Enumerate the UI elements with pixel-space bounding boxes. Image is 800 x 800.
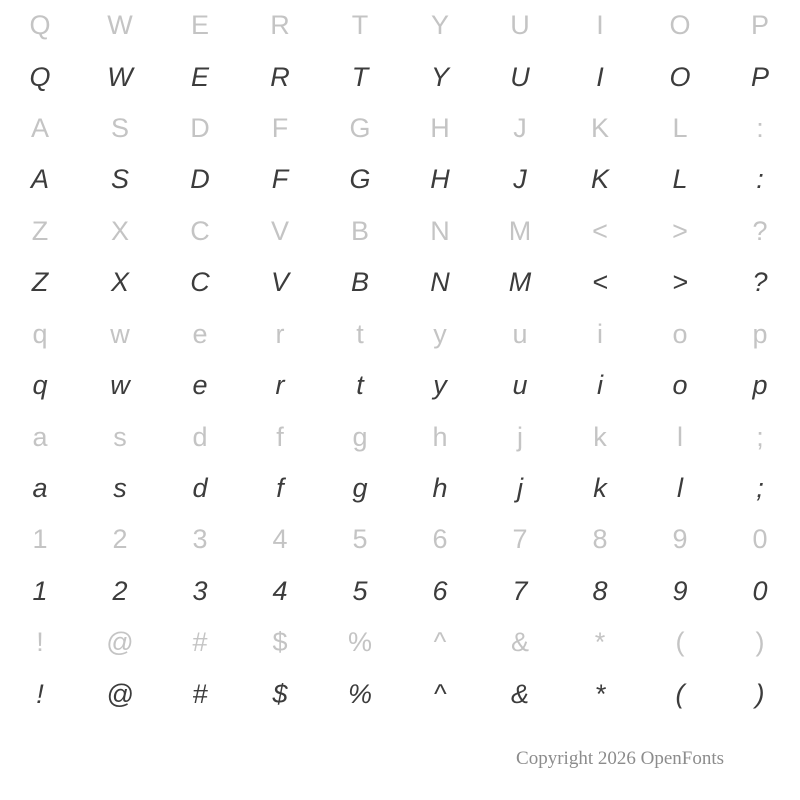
glyph-cell: d	[192, 473, 208, 503]
glyph-cell: A	[30, 164, 49, 195]
glyph-cell: U	[510, 10, 530, 41]
glyph-cell: ?	[752, 215, 768, 246]
glyph-cell: ;	[756, 421, 764, 452]
glyph-cell: J	[513, 164, 527, 195]
glyph-cell: R	[270, 10, 290, 41]
glyph-cell: r	[275, 318, 285, 349]
glyph-cell: T	[351, 61, 369, 92]
glyph-cell: W	[107, 61, 133, 92]
glyph-cell: #	[192, 627, 208, 658]
glyph-cell: <	[592, 267, 608, 298]
glyph-cell: k	[593, 473, 607, 503]
glyph-cell: B	[350, 267, 369, 298]
glyph-cell: H	[430, 113, 450, 144]
glyph-cell: e	[192, 318, 208, 349]
glyph-cell: 1	[32, 524, 48, 555]
glyph-cell: r	[275, 370, 285, 401]
glyph-row	[0, 309, 800, 360]
glyph-cell: X	[110, 267, 129, 298]
glyph-cell: *	[594, 678, 606, 709]
glyph-cell: ;	[756, 473, 764, 503]
copyright-notice: Copyright 2026 OpenFonts	[516, 748, 724, 769]
glyph-cell: q	[32, 318, 48, 349]
glyph-cell: V	[270, 267, 289, 298]
glyph-row	[0, 257, 800, 308]
glyph-row	[0, 514, 800, 565]
glyph-cell: 3	[192, 575, 208, 606]
glyph-cell: K	[590, 113, 609, 144]
glyph-cell: W	[107, 10, 133, 41]
glyph-cell: u	[512, 370, 528, 401]
glyph-cell: S	[110, 113, 129, 144]
glyph-cell: a	[32, 421, 48, 452]
glyph-cell: 6	[432, 575, 448, 606]
glyph-cell: @	[106, 627, 134, 658]
glyph-cell: f	[276, 473, 284, 503]
glyph-cell: l	[677, 421, 683, 452]
glyph-cell: 2	[112, 524, 128, 555]
glyph-cell: V	[270, 215, 289, 246]
glyph-cell: 5	[352, 575, 368, 606]
glyph-cell: &	[510, 627, 529, 658]
glyph-cell: p	[752, 370, 768, 401]
glyph-cell: J	[513, 113, 527, 144]
glyph-cell: 8	[592, 524, 608, 555]
glyph-cell: 4	[272, 524, 288, 555]
glyph-cell: X	[110, 215, 129, 246]
glyph-cell: ?	[752, 267, 768, 298]
glyph-cell: (	[675, 627, 685, 658]
glyph-cell: $	[272, 678, 288, 709]
glyph-cell: G	[349, 113, 371, 144]
glyph-cell: h	[432, 421, 448, 452]
glyph-cell: u	[512, 318, 528, 349]
glyph-cell: s	[113, 421, 127, 452]
glyph-cell: H	[430, 164, 450, 195]
glyph-cell: f	[276, 421, 284, 452]
glyph-cell: s	[113, 473, 127, 503]
glyph-cell: 8	[592, 575, 608, 606]
glyph-cell: !	[36, 678, 44, 709]
glyph-cell: %	[347, 678, 372, 709]
glyph-row	[0, 206, 800, 257]
glyph-cell: 1	[32, 575, 48, 606]
glyph-cell: 7	[512, 575, 528, 606]
glyph-row	[0, 617, 800, 668]
glyph-row	[0, 0, 800, 51]
glyph-cell: j	[517, 421, 523, 452]
glyph-row	[0, 154, 800, 205]
glyph-cell: h	[432, 473, 448, 503]
glyph-cell: >	[672, 215, 688, 246]
glyph-cell: G	[349, 164, 371, 195]
glyph-cell: Y	[430, 61, 449, 92]
glyph-cell: (	[675, 678, 685, 709]
glyph-cell: B	[350, 215, 369, 246]
glyph-cell: o	[672, 370, 688, 401]
glyph-cell: P	[750, 10, 769, 41]
glyph-cell: 9	[672, 575, 688, 606]
glyph-cell: >	[672, 267, 688, 298]
glyph-cell: o	[672, 318, 688, 349]
glyph-cell: L	[672, 164, 688, 195]
glyph-cell: K	[590, 164, 609, 195]
glyph-cell: R	[270, 61, 290, 92]
glyph-cell: F	[271, 164, 289, 195]
glyph-cell: N	[430, 267, 450, 298]
glyph-row	[0, 668, 800, 719]
glyph-cell: S	[110, 164, 129, 195]
glyph-cell: $	[272, 627, 288, 658]
glyph-cell: !	[36, 627, 44, 658]
glyph-cell: I	[596, 10, 604, 41]
glyph-cell: E	[190, 10, 209, 41]
glyph-cell: q	[32, 370, 48, 401]
glyph-cell: U	[510, 61, 530, 92]
glyph-cell: l	[677, 473, 683, 503]
glyph-cell: #	[192, 678, 208, 709]
glyph-cell: O	[669, 10, 691, 41]
glyph-cell: w	[110, 318, 130, 349]
glyph-cell: e	[192, 370, 208, 401]
glyph-cell: Z	[31, 215, 49, 246]
glyph-cell: 7	[512, 524, 528, 555]
glyph-cell: i	[597, 370, 603, 401]
glyph-cell: w	[110, 370, 130, 401]
glyph-cell: p	[752, 318, 768, 349]
glyph-cell: %	[347, 627, 372, 658]
glyph-cell: Q	[29, 10, 51, 41]
glyph-cell: C	[190, 267, 210, 298]
glyph-row	[0, 103, 800, 154]
glyph-cell: 4	[272, 575, 288, 606]
glyph-cell: @	[106, 678, 134, 709]
glyph-cell: E	[190, 61, 209, 92]
glyph-cell: )	[755, 678, 765, 709]
glyph-cell: *	[594, 627, 606, 658]
glyph-cell: &	[510, 678, 529, 709]
glyph-cell: g	[352, 421, 368, 452]
glyph-row	[0, 463, 800, 514]
glyph-cell: a	[32, 473, 48, 503]
glyph-cell: Y	[430, 10, 449, 41]
glyph-cell: Q	[29, 61, 51, 92]
glyph-cell: t	[356, 318, 364, 349]
glyph-cell: 0	[752, 575, 768, 606]
glyph-cell: O	[669, 61, 691, 92]
glyph-cell: d	[192, 421, 208, 452]
glyph-cell: 5	[352, 524, 368, 555]
glyph-row	[0, 566, 800, 617]
glyph-cell: I	[596, 61, 604, 92]
glyph-cell: D	[190, 113, 210, 144]
glyph-cell: k	[593, 421, 607, 452]
glyph-cell: D	[190, 164, 210, 195]
glyph-cell: M	[508, 215, 532, 246]
glyph-cell: A	[30, 113, 49, 144]
glyph-cell: 0	[752, 524, 768, 555]
glyph-cell: Z	[31, 267, 49, 298]
glyph-row	[0, 360, 800, 411]
glyph-cell: 2	[112, 575, 128, 606]
glyph-cell: 6	[432, 524, 448, 555]
glyph-cell: F	[271, 113, 289, 144]
glyph-cell: :	[756, 164, 764, 195]
glyph-cell: t	[356, 370, 364, 401]
glyph-cell: N	[430, 215, 450, 246]
glyph-cell: L	[672, 113, 688, 144]
glyph-cell: <	[592, 215, 608, 246]
glyph-cell: y	[433, 370, 447, 401]
glyph-cell: g	[352, 473, 368, 503]
glyph-cell: ^	[433, 627, 447, 658]
glyph-cell: ^	[433, 678, 447, 709]
glyph-row	[0, 51, 800, 102]
glyph-cell: )	[755, 627, 765, 658]
glyph-cell: T	[351, 10, 369, 41]
glyph-row	[0, 411, 800, 462]
glyph-cell: M	[508, 267, 532, 298]
glyph-cell: 3	[192, 524, 208, 555]
glyph-cell: :	[756, 113, 764, 144]
glyph-cell: C	[190, 215, 210, 246]
glyph-cell: j	[517, 473, 523, 503]
glyph-cell: i	[597, 318, 603, 349]
glyph-cell: 9	[672, 524, 688, 555]
glyph-cell: y	[433, 318, 447, 349]
glyph-cell: P	[750, 61, 769, 92]
